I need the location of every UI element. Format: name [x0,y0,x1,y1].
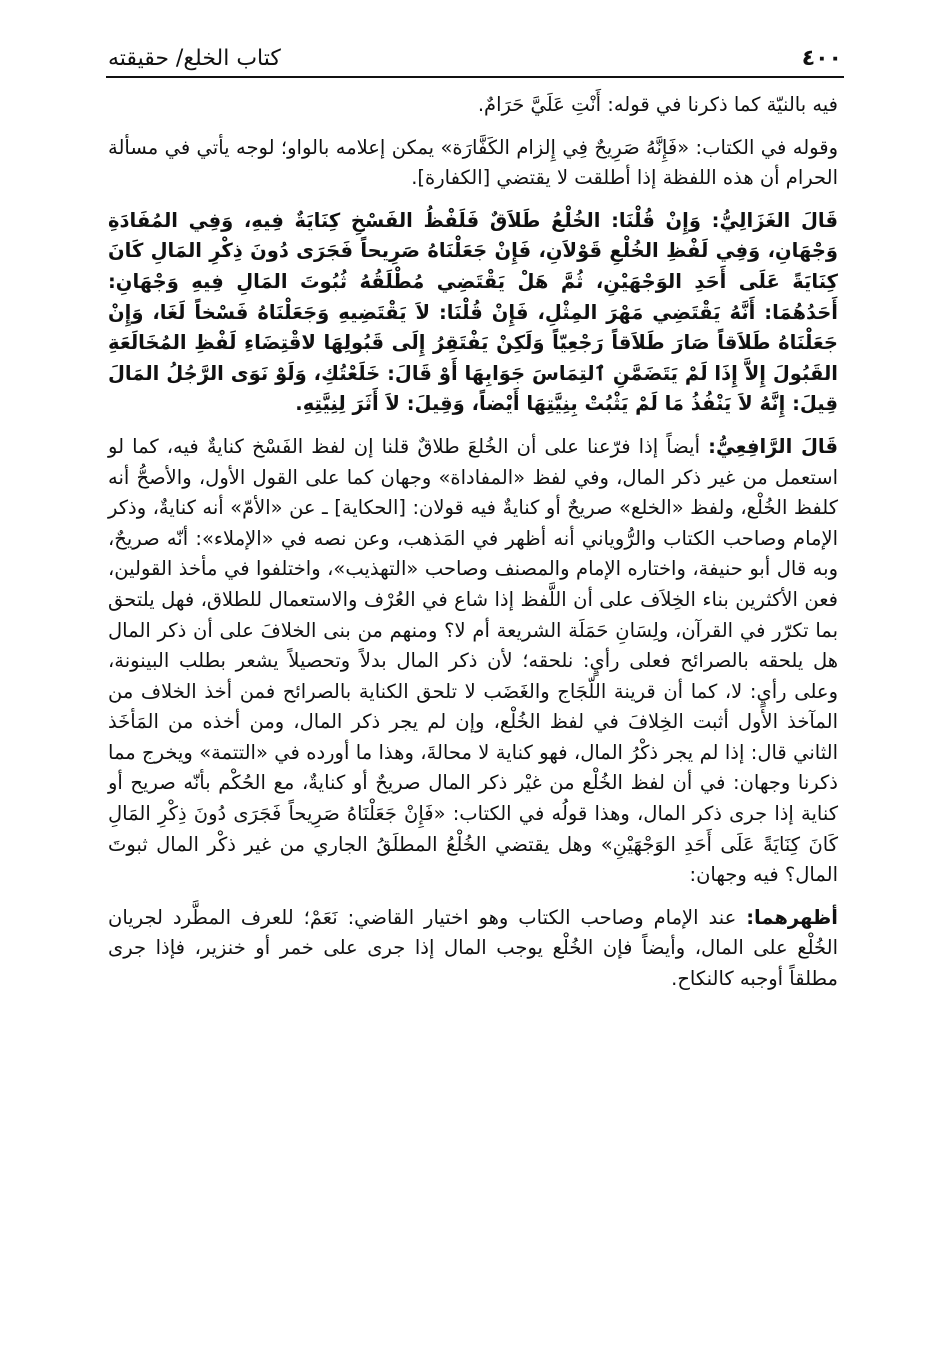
paragraph-commentary [108,133,838,194]
paragraph-text: وَإِنْ قُلْنَا: الخُلْعُ طَلاَقٌ فَلَفْظُ الفَسْخِ كِنَايَةٌ فِيهِ، وَفِي المُفَادَةِ وَجْهَانِ، وَفِي لَفْظِ الخُلْعِ قَوْلاَنِ، فَإِنْ جَعَلْنَاهُ صَرِيحاً فَجَرَى دُونَ ذِكْرِ المَالِ كَانَ كِنَايَةً عَلَى أَحَدِ الوَجْهَيْنِ، ثُمَّ هَلْ يَقْتَضِي مُطْلَقُهُ ثُبُوتَ المَالِ فِيهِ وَجْهَانِ: أَحَدُهُمَا: أَنَّهُ يَقْتَضِي مَهْرَ المِثْلِ، فَإِنْ قُلْنَا: لاَ يَقْتَضِيهِ وَجَعَلْنَاهُ فَسْخاً لَغَا، وَإِنْ جَعَلْنَاهُ طَلاَقاً صَارَ طَلاَقاً رَجْعِيّاً وَلَكِنْ يَفْتَقِرُ إِلَى قَبُولِهَا لاقْتِضَاءِ لَفْظِ المُخَالَعَةِ القَبُولَ إِلاَّ إِذَا لَمْ يَتَضَمَّنِ ٱلتِمَاسَ جَوَابِهَا أَوْ قَالَ: خَلَعْتُكِ، وَلَوْ نَوَى الرَّجُلُ المَالَ قِيلَ: إِنَّهُ لاَ يَنْفُذُ مَا لَمْ يَثْبُتْ بِنِيَّتِهَا أَيْضاً، وَقِيلَ: لاَ أَثَرَ لِنِيَّتِهِ. [108,208,838,416]
running-title: كتاب الخلع/ حقيقته [108,46,281,71]
speaker-label: قَالَ الغَزَالِيُّ: [711,208,838,232]
paragraph-text: عند الإمام وصاحب الكتاب وهو اختيار القاضي: نَعَمْ؛ للعرف المطَّرد لجريان الخُلْع على المال، وأيضاً فإن الخُلْع يوجب المال إذا جرى على خمر أو خنزير، فإذا جرى مطلقاً أوجبه كالنكاح. [108,905,838,991]
paragraph-ghazali-matn [108,206,838,420]
paragraph-azharuhuma [108,903,838,995]
page-body [108,90,838,995]
speaker-label: قَالَ الرَّافِعِيُّ: [708,434,839,458]
paragraph-text: أيضاً إذا فرّعنا على أن الخُلعَ طلاقٌ قلنا إن لفظ الفَسْخ كنايةٌ فيه، كما لو استعمل من غير ذكر المال، وفي لفظ «المفاداة» وجهان كما على القول الأول، والأصحُّ أنه كلفظ الخُلْع، ولفظ «الخلع» صريحٌ أو كنايةٌ فيه قولان: [الحكاية] ـ عن «الأمّ» أنه كنايةٌ، وذكر الإمام وصاحب الكتاب والرُّوياني أنه أظهر في المَذهب، وعن نصه في «الإملاء»: أنّه صريحٌ، وبه قال أبو حنيفة، واختاره الإمام والمصنف وصاحب «التهذيب»، واختلفوا في مأخذ القولين، فعن الأكثرين بناء الخِلاَف على أن اللَّفظ إذا شاع في العُرْف والاستعمال للطلاق، فهل يلتحق بما تكرّر في القرآن، ولِسَانِ حَمَلَة الشريعة أم لا؟ ومنهم من بنى الخلافَ على أن ذكر المال هل يلحقه بالصرائح فعلى رأيٍ: نلحقه؛ لأن ذكر المال بدلاً وتحصيلاً يشعر بطلب البينونة، وعلى رأيٍ: لا، كما أن قرينة اللّجَاج والغَضَب لا تلحق الكناية بالصرائح فمن أخذ الخلاف من المآخذ الأول أثبت الخِلافَ في لفظ الخُلْع، وإن لم يجر ذكر المال، ومن أخذه من المَأخَذ الثاني قال: إذا لم يجر ذكْرُ المال، فهو كناية لا محالةَ، وهذا ما أورده في «التتمة» ويخرج مما ذكرنا وجهان: في أن لفظ الخُلْع من غيْر ذكر المال صريحٌ أو كنايةٌ، مع الحُكْم بأنّه صريح أو كناية إذا جرى ذكر المال، وهذا قولُه في الكتاب: «فَإِنْ جَعَلْنَاهُ صَرِيحاً فَجَرَى دُونَ ذِكْرِ المَالِ كَانَ كِنَايَةً عَلَى أَحَدِ الوَجْهَيْنِ» وهل يقتضي الخُلْعُ المطلَقُ الجاري من غير ذكْر المال ثبوتَ المال؟ فيه وجهان: [108,434,838,887]
page-number: ٤٠٠ [801,46,842,71]
speaker-label: أظهرهما: [746,905,838,929]
page-header [108,40,842,74]
paragraph-text: وقوله في الكتاب: «فَإِنَّهُ صَرِيحٌ فِي إِلزام الكَفَّارَة» يمكن إعلامه بالواو؛ لوجه يأتي في مسألة الحرام أن هذه اللفظة إذا أطلقت لا يقتضي [الكفارة]. [108,135,838,190]
header-rule [106,76,844,78]
paragraph-rafii-sharh [108,432,838,891]
paragraph-continuation [108,90,838,121]
paragraph-text: فيه بالنيّة كما ذكرنا في قوله: أَنْتِ عَلَيَّ حَرَامٌ. [477,93,838,116]
